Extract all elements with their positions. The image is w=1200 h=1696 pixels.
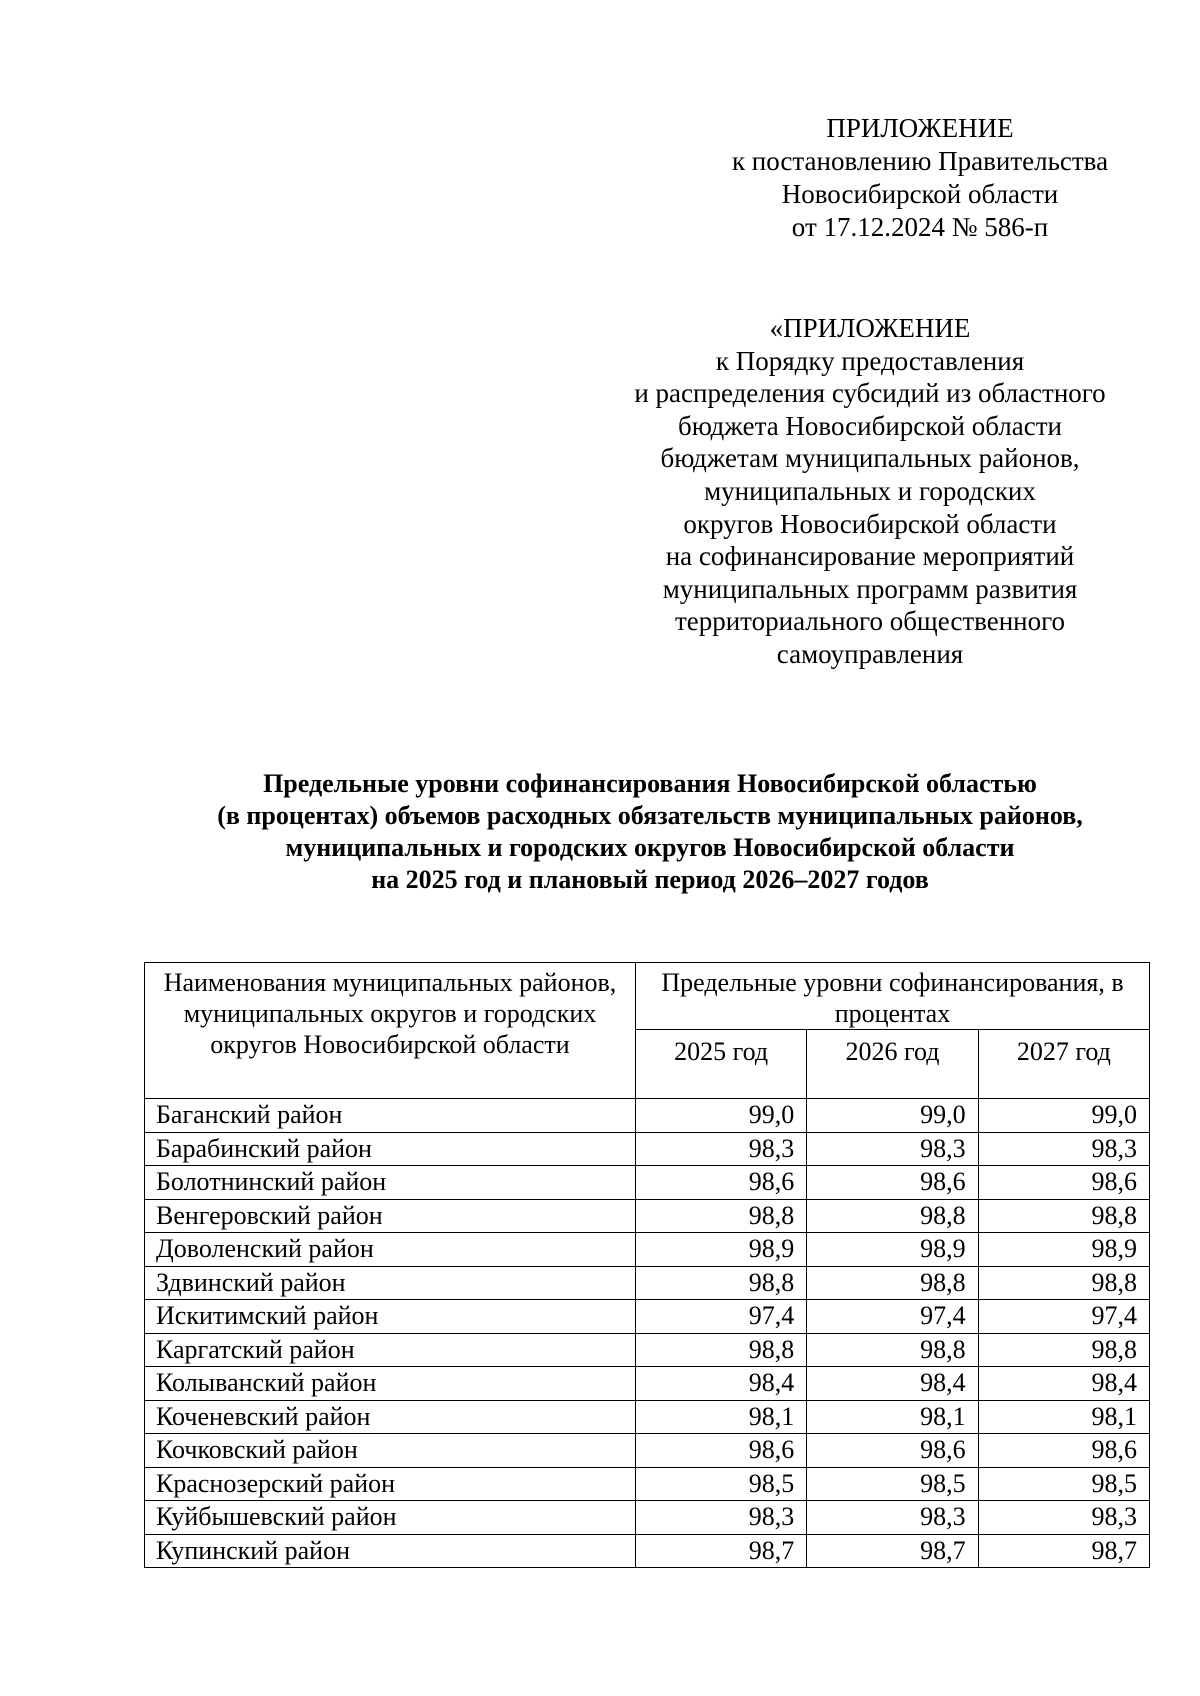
table-body bbox=[145, 1099, 1150, 1568]
document-title bbox=[60, 768, 1200, 896]
value-2026-cell: 97,4 bbox=[807, 1300, 978, 1334]
value-2025-cell: 98,3 bbox=[635, 1501, 806, 1535]
table-row bbox=[145, 1300, 1150, 1334]
appendix-header-line: Новосибирской области bbox=[781, 179, 1059, 209]
value-2026-cell: 98,3 bbox=[807, 1501, 978, 1535]
table-row bbox=[145, 1132, 1150, 1166]
value-2025-cell: 98,5 bbox=[635, 1467, 806, 1501]
district-name-cell: Колыванский район bbox=[145, 1367, 636, 1401]
value-2026-cell: 98,9 bbox=[807, 1233, 978, 1267]
district-name-cell: Барабинский район bbox=[145, 1132, 636, 1166]
value-2027-cell: 98,7 bbox=[978, 1534, 1149, 1568]
value-2027-cell: 98,3 bbox=[978, 1501, 1149, 1535]
appendix-header-line: к постановлению Правительства bbox=[731, 146, 1109, 176]
value-2025-cell: 98,8 bbox=[635, 1266, 806, 1300]
value-2025-cell: 98,4 bbox=[635, 1367, 806, 1401]
appendix-header bbox=[660, 112, 1180, 244]
column-header-name: Наименования муниципальных районов, муниципальных округов и городских округов Новосибирской области bbox=[145, 963, 636, 1099]
value-2025-cell: 98,1 bbox=[635, 1400, 806, 1434]
inner-appendix-line: к Порядку предоставления bbox=[715, 345, 1025, 376]
value-2027-cell: 98,3 bbox=[978, 1132, 1149, 1166]
value-2026-cell: 98,3 bbox=[807, 1132, 978, 1166]
inner-appendix-line: территориального общественного bbox=[674, 606, 1066, 637]
inner-appendix bbox=[600, 312, 1140, 671]
inner-appendix-line: и распределения субсидий из областного bbox=[634, 378, 1106, 409]
district-name-cell: Доволенский район bbox=[145, 1233, 636, 1267]
district-name-cell: Венгеровский район bbox=[145, 1199, 636, 1233]
value-2025-cell: 98,7 bbox=[635, 1534, 806, 1568]
table-row bbox=[145, 1501, 1150, 1535]
value-2027-cell: 99,0 bbox=[978, 1099, 1149, 1133]
column-header-year: 2027 год bbox=[978, 1030, 1149, 1099]
district-name-cell: Здвинский район bbox=[145, 1266, 636, 1300]
district-name-cell: Искитимский район bbox=[145, 1300, 636, 1334]
table-row bbox=[145, 1099, 1150, 1133]
appendix-header-line: ПРИЛОЖЕНИЕ bbox=[826, 113, 1014, 143]
table-row bbox=[145, 1199, 1150, 1233]
value-2025-cell: 98,3 bbox=[635, 1132, 806, 1166]
table-row bbox=[145, 1233, 1150, 1267]
title-line: муниципальных и городских округов Новосибирской области bbox=[285, 833, 1015, 862]
title-line: (в процентах) объемов расходных обязательств муниципальных районов, bbox=[217, 801, 1083, 830]
table-row bbox=[145, 1400, 1150, 1434]
value-2026-cell: 98,8 bbox=[807, 1266, 978, 1300]
district-name-cell: Краснозерский район bbox=[145, 1467, 636, 1501]
district-name-cell: Купинский район bbox=[145, 1534, 636, 1568]
value-2027-cell: 98,8 bbox=[978, 1333, 1149, 1367]
value-2027-cell: 98,9 bbox=[978, 1233, 1149, 1267]
district-name-cell: Коченевский район bbox=[145, 1400, 636, 1434]
value-2027-cell: 98,8 bbox=[978, 1199, 1149, 1233]
table-row bbox=[145, 1534, 1150, 1568]
table-row bbox=[145, 1333, 1150, 1367]
inner-appendix-line: «ПРИЛОЖЕНИЕ bbox=[769, 313, 971, 343]
inner-appendix-line: муниципальных и городских bbox=[704, 475, 1036, 506]
inner-appendix-line: бюджетам муниципальных районов, bbox=[660, 443, 1080, 474]
title-line: Предельные уровни софинансирования Новосибирской областью bbox=[263, 769, 1037, 798]
appendix-header-line: от 17.12.2024 № 586-п bbox=[791, 212, 1049, 242]
value-2026-cell: 98,4 bbox=[807, 1367, 978, 1401]
value-2027-cell: 98,5 bbox=[978, 1467, 1149, 1501]
title-line: на 2025 год и плановый период 2026–2027 годов bbox=[371, 865, 929, 894]
district-name-cell: Болотнинский район bbox=[145, 1166, 636, 1200]
value-2027-cell: 98,8 bbox=[978, 1266, 1149, 1300]
value-2027-cell: 98,6 bbox=[978, 1166, 1149, 1200]
value-2025-cell: 98,6 bbox=[635, 1166, 806, 1200]
value-2025-cell: 98,6 bbox=[635, 1434, 806, 1468]
value-2027-cell: 97,4 bbox=[978, 1300, 1149, 1334]
cofinancing-table bbox=[144, 962, 1150, 1568]
value-2027-cell: 98,6 bbox=[978, 1434, 1149, 1468]
table-row bbox=[145, 1266, 1150, 1300]
table-row bbox=[145, 1166, 1150, 1200]
value-2025-cell: 98,8 bbox=[635, 1199, 806, 1233]
table-row bbox=[145, 1434, 1150, 1468]
value-2025-cell: 99,0 bbox=[635, 1099, 806, 1133]
district-name-cell: Куйбышевский район bbox=[145, 1501, 636, 1535]
column-header-group: Предельные уровни софинансирования, в процентах bbox=[635, 963, 1149, 1030]
inner-appendix-line: самоуправления bbox=[776, 638, 964, 669]
value-2025-cell: 98,8 bbox=[635, 1333, 806, 1367]
value-2026-cell: 98,5 bbox=[807, 1467, 978, 1501]
value-2026-cell: 98,8 bbox=[807, 1199, 978, 1233]
inner-appendix-line: округов Новосибирской области bbox=[683, 508, 1057, 539]
value-2026-cell: 98,8 bbox=[807, 1333, 978, 1367]
value-2026-cell: 99,0 bbox=[807, 1099, 978, 1133]
inner-appendix-line: муниципальных программ развития bbox=[662, 573, 1078, 604]
table-row bbox=[145, 1367, 1150, 1401]
column-header-year: 2026 год bbox=[807, 1030, 978, 1099]
district-name-cell: Кочковский район bbox=[145, 1434, 636, 1468]
value-2026-cell: 98,7 bbox=[807, 1534, 978, 1568]
value-2026-cell: 98,6 bbox=[807, 1166, 978, 1200]
value-2027-cell: 98,1 bbox=[978, 1400, 1149, 1434]
value-2026-cell: 98,1 bbox=[807, 1400, 978, 1434]
district-name-cell: Каргатский район bbox=[145, 1333, 636, 1367]
value-2025-cell: 98,9 bbox=[635, 1233, 806, 1267]
value-2026-cell: 98,6 bbox=[807, 1434, 978, 1468]
district-name-cell: Баганский район bbox=[145, 1099, 636, 1133]
value-2025-cell: 97,4 bbox=[635, 1300, 806, 1334]
inner-appendix-line: на софинансирование мероприятий bbox=[665, 541, 1075, 572]
value-2027-cell: 98,4 bbox=[978, 1367, 1149, 1401]
inner-appendix-line: бюджета Новосибирской области bbox=[678, 410, 1062, 441]
column-header-year: 2025 год bbox=[635, 1030, 806, 1099]
table-row bbox=[145, 1467, 1150, 1501]
